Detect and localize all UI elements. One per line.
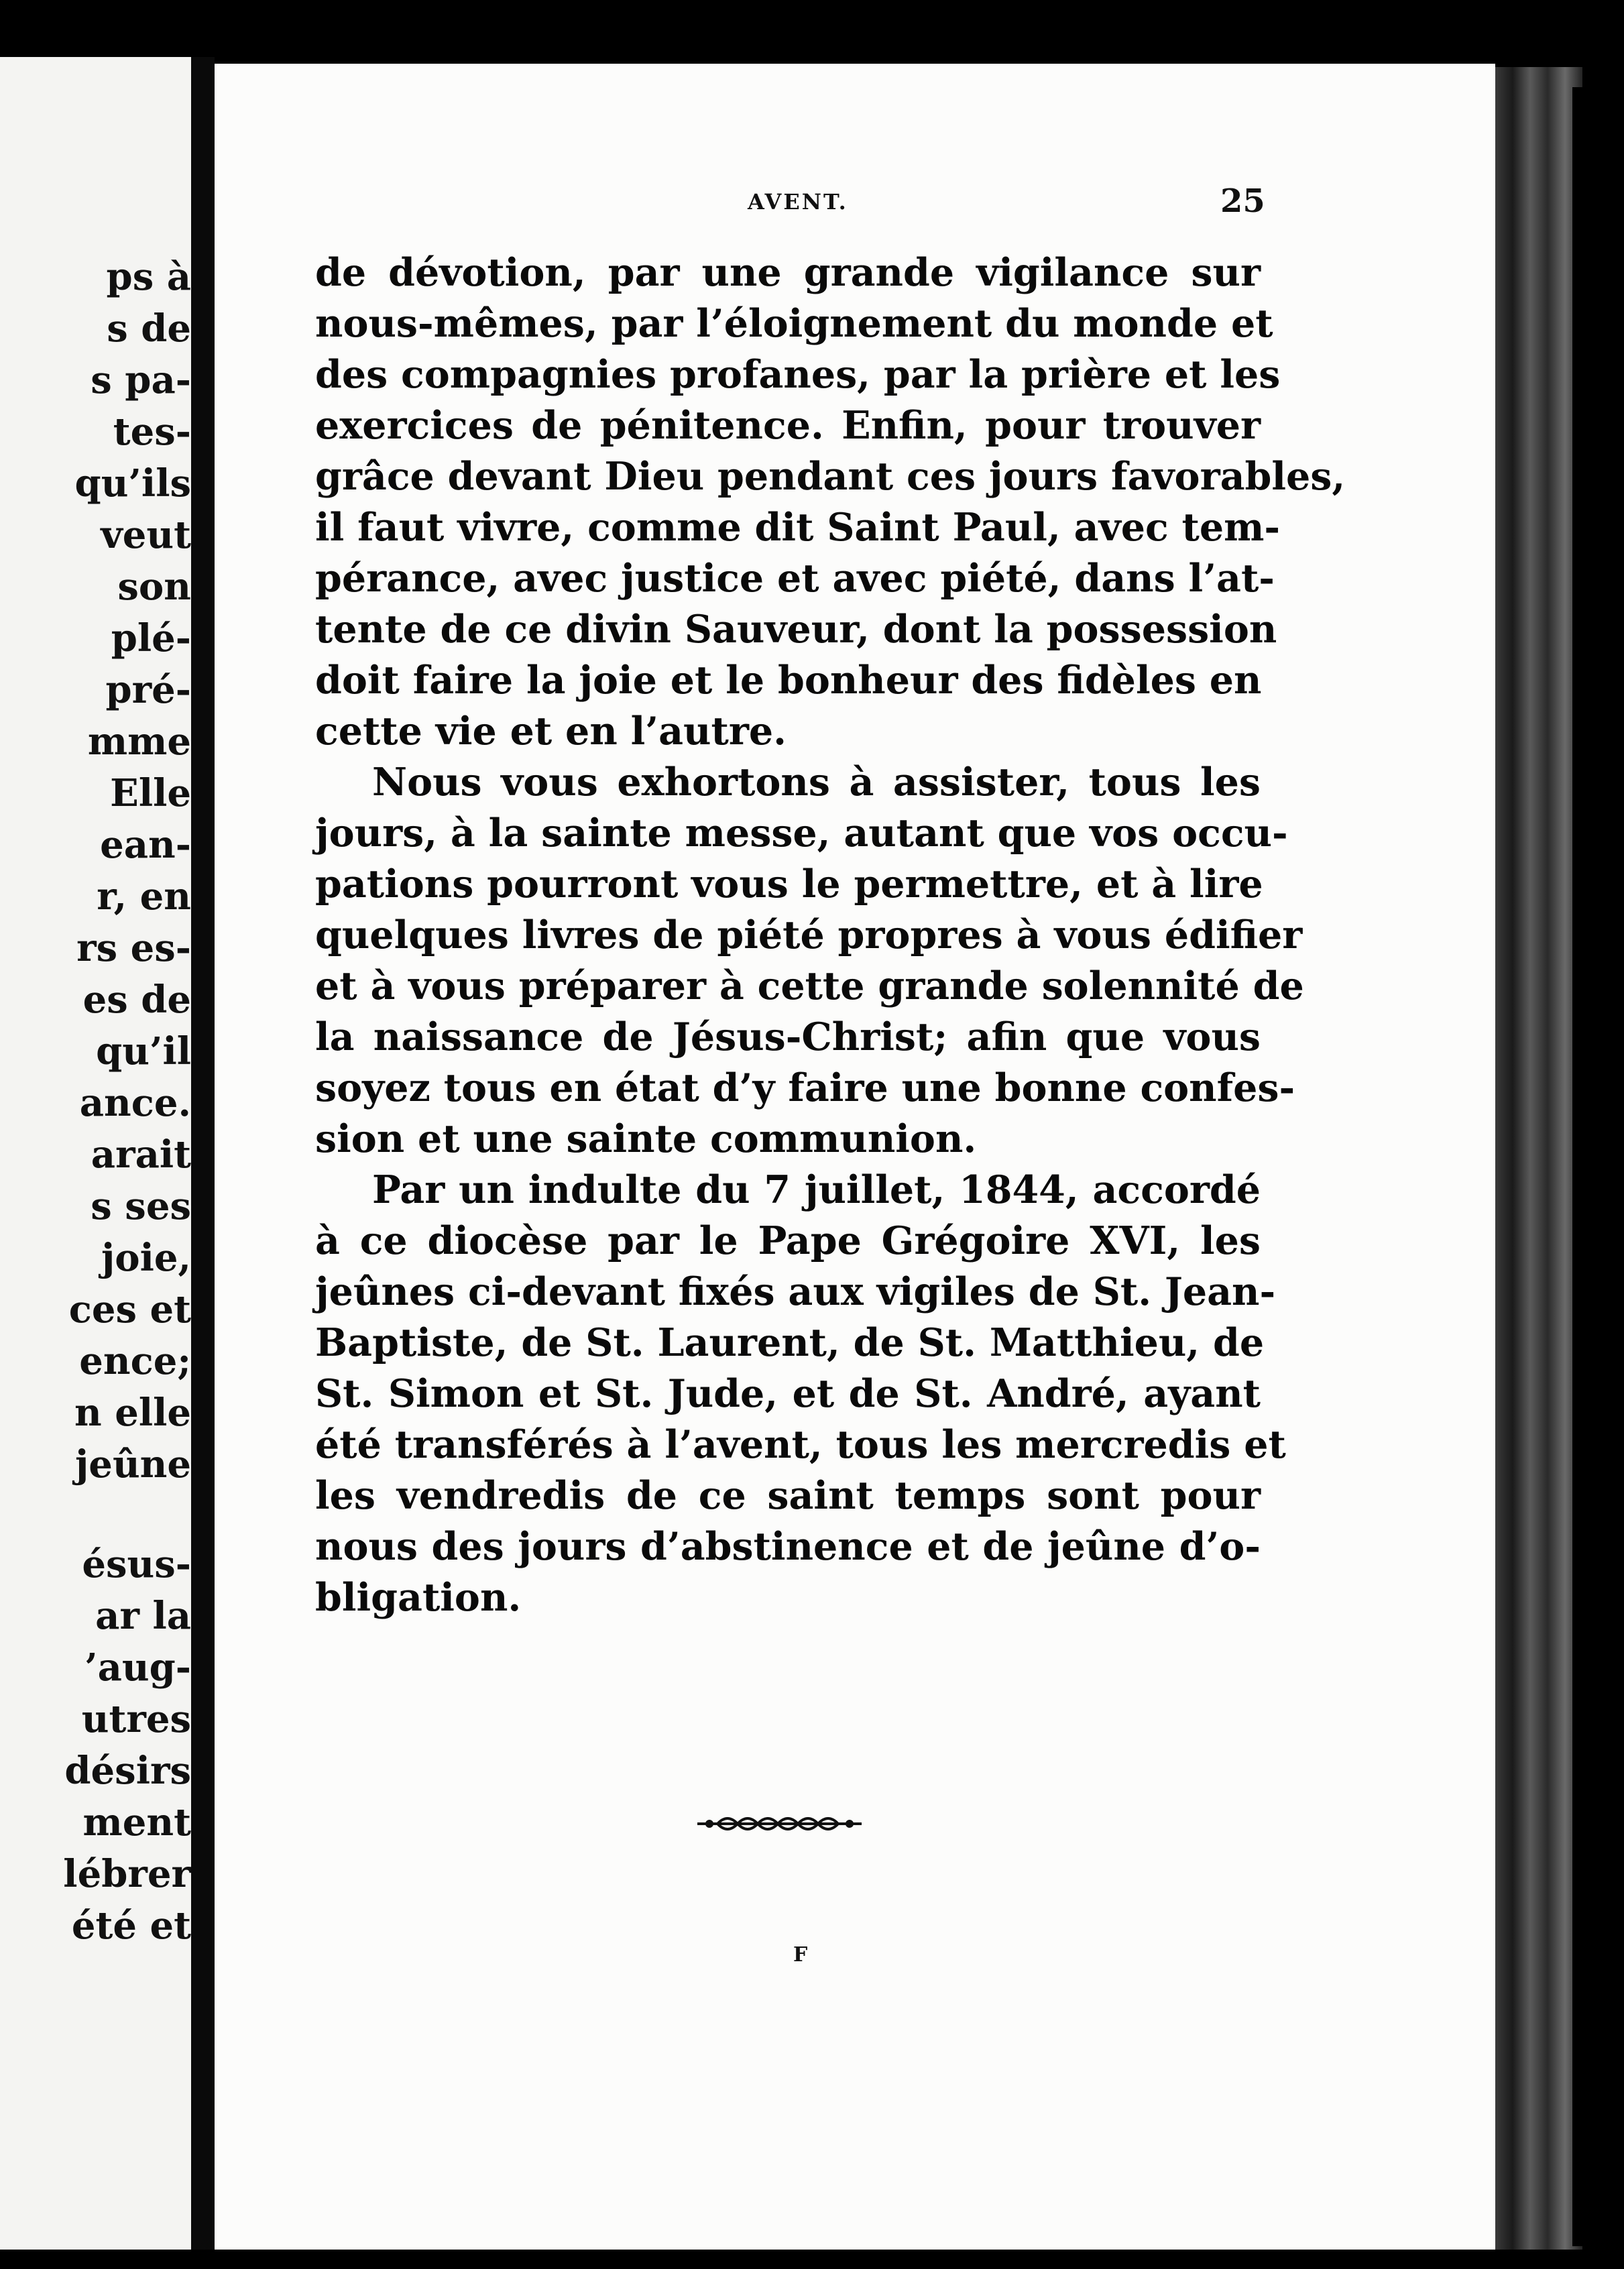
left-page-line: ence; [79, 1339, 191, 1383]
left-page-line: ar la [95, 1594, 191, 1638]
text-line: sion et une sainte communion. [315, 1116, 977, 1161]
left-page-line: pré- [105, 668, 191, 712]
text-line: bligation. [315, 1575, 522, 1620]
text-line: de dévotion, par une grande vigilance sur [315, 250, 1261, 295]
left-page-line: arait [91, 1132, 191, 1177]
text-line: doit faire la joie et le bonheur des fidèles en [315, 658, 1262, 703]
signature-mark: F [793, 1943, 808, 1967]
left-page-line: es de [82, 978, 191, 1022]
text-line: Baptiste, de St. Laurent, de St. Matthieu, de [315, 1320, 1265, 1365]
left-page-line: s pa- [91, 358, 191, 402]
left-page-line: joie, [101, 1236, 191, 1280]
running-head: AVENT. [748, 189, 848, 215]
left-page-line: s de [107, 306, 191, 351]
text-line: il faut vivre, comme dit Saint Paul, avec tem- [315, 505, 1281, 550]
text-line: Par un indulte du 7 juillet, 1844, accordé [372, 1167, 1261, 1212]
text-line: soyez tous en état d’y faire une bonne confes- [315, 1065, 1295, 1110]
left-page-line: mme [87, 719, 191, 764]
left-page-line: ment [82, 1800, 191, 1845]
text-line: tente de ce divin Sauveur, dont la possession [315, 607, 1277, 652]
text-line: les vendredis de ce saint temps sont pour [315, 1473, 1261, 1518]
left-page-line: Elle [110, 771, 191, 815]
text-line: exercices de pénitence. Enfin, pour trouver [315, 403, 1261, 448]
page-number: 25 [1220, 182, 1265, 220]
left-page-line: qu’ils [74, 461, 191, 506]
left-page-line: ps à [106, 255, 191, 299]
book-edge-shadow [1572, 87, 1586, 2246]
left-page-line: ean- [100, 823, 191, 867]
left-page-line: désirs [64, 1749, 191, 1793]
left-page-line: ’aug- [84, 1645, 191, 1690]
left-page-line: été et [71, 1904, 191, 1948]
text-line: jours, à la sainte messe, autant que vos occu- [315, 811, 1288, 856]
text-line: nous-mêmes, par l’éloignement du monde et [315, 301, 1273, 346]
left-page-line: son [117, 565, 191, 609]
left-page-line: s ses [91, 1184, 191, 1228]
left-page-line: ésus- [82, 1542, 191, 1586]
left-page-line: veut [101, 513, 191, 557]
left-page-line: ance. [79, 1081, 191, 1125]
left-page-line: n elle [74, 1391, 191, 1435]
ornament-divider [697, 1810, 862, 1837]
left-page-line: qu’il [96, 1029, 191, 1073]
left-page-line: ces et [68, 1287, 191, 1332]
text-line: pations pourront vous le permettre, et à lire [315, 862, 1263, 907]
text-line: et à vous préparer à cette grande solennité de [315, 964, 1304, 1008]
left-page-line: tes- [113, 410, 191, 454]
text-line: jeûnes ci-devant fixés aux vigiles de St. Jean- [315, 1269, 1276, 1314]
left-page-fragment [0, 57, 191, 2250]
text-line: à ce diocèse par le Pape Grégoire XVI, les [315, 1218, 1261, 1263]
text-line: St. Simon et St. Jude, et de St. André, ayant [315, 1371, 1261, 1416]
text-line: cette vie et en l’autre. [315, 709, 787, 754]
left-page-line: jeûne [75, 1442, 191, 1487]
book-page-edges [1495, 67, 1582, 2250]
text-line: été transférés à l’avent, tous les mercredis et [315, 1422, 1286, 1467]
left-page-line: lébrer [63, 1852, 191, 1896]
text-line: Nous vous exhortons à assister, tous les [372, 760, 1261, 805]
text-line: nous des jours d’abstinence et de jeûne d’o- [315, 1524, 1261, 1569]
left-page-line: plé- [111, 616, 191, 660]
text-line: pérance, avec justice et avec piété, dans l’at- [315, 556, 1275, 601]
text-line: grâce devant Dieu pendant ces jours favorables, [315, 454, 1346, 499]
text-line: des compagnies profanes, par la prière et les [315, 352, 1281, 397]
text-line: la naissance de Jésus-Christ; afin que vous [315, 1014, 1261, 1059]
text-line: quelques livres de piété propres à vous édifier [315, 913, 1303, 957]
left-page-line: r, en [97, 874, 191, 919]
left-page-line: utres [81, 1697, 191, 1741]
left-page-line: rs es- [76, 926, 191, 970]
book-gutter [191, 57, 215, 2250]
